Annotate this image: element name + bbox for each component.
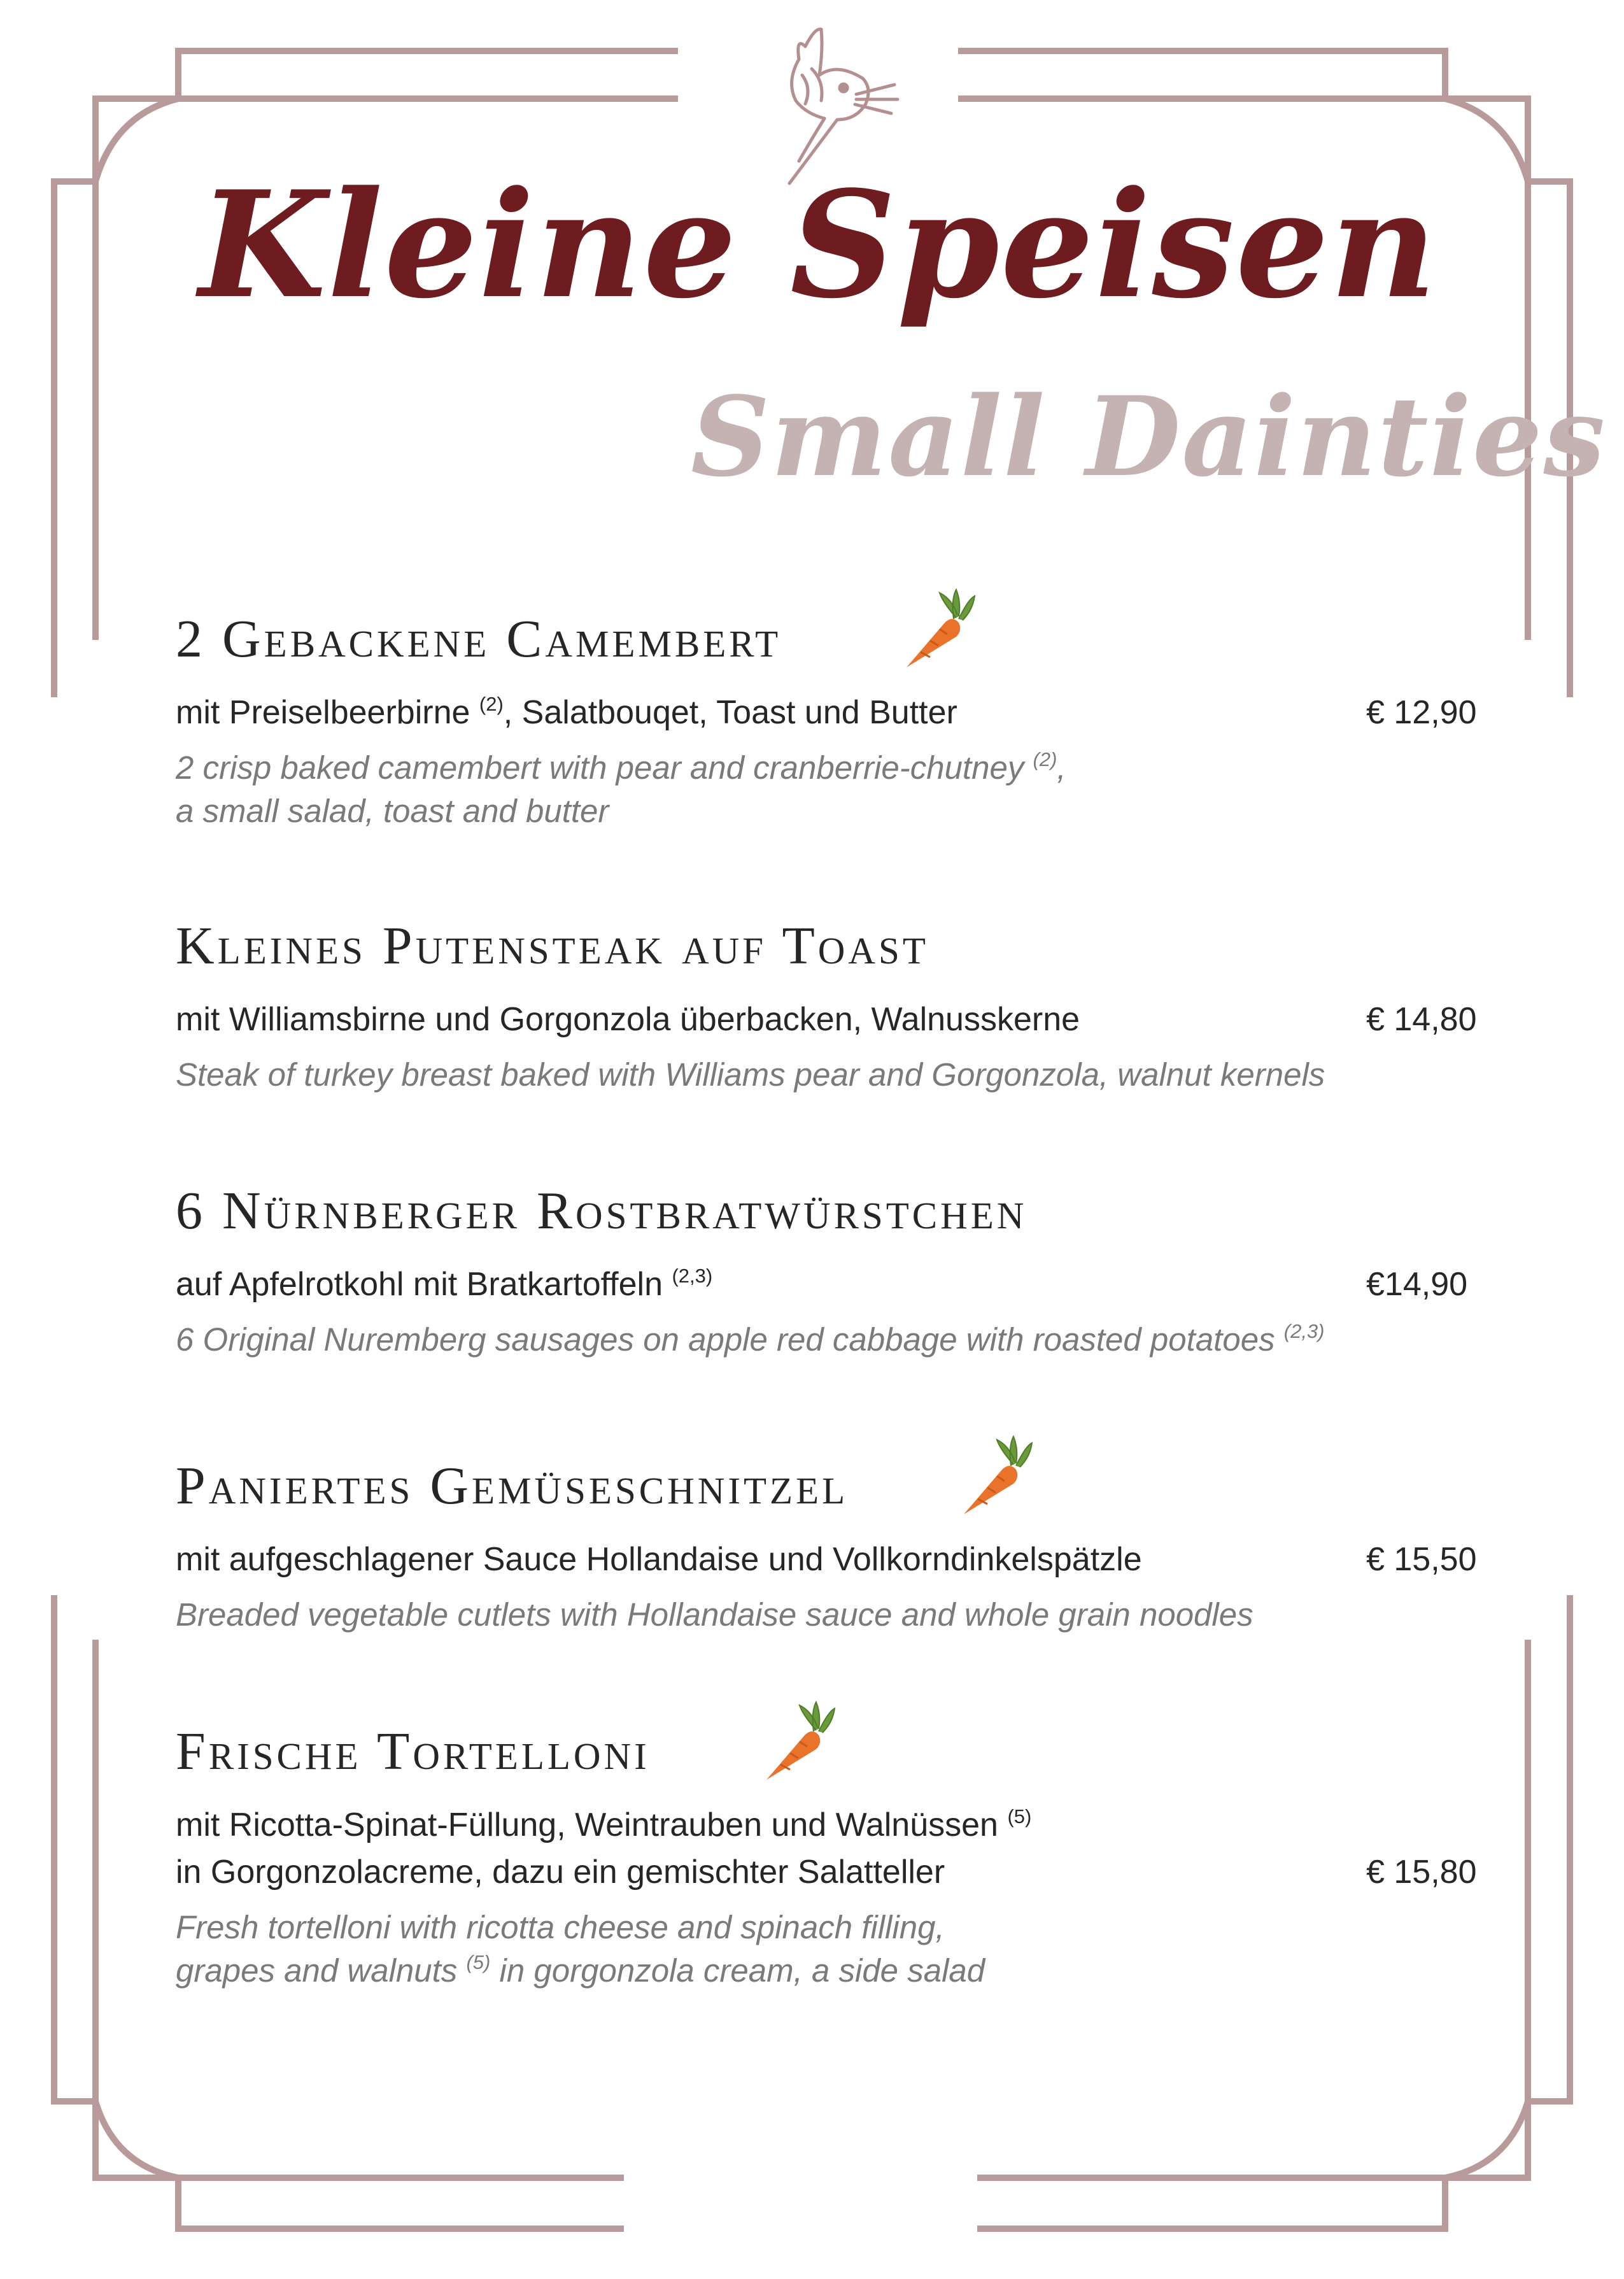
allergen-note: (2)	[1033, 748, 1057, 770]
menu-item-name: Paniertes Gemüseschnitzel	[176, 1456, 849, 1516]
menu-item	[176, 605, 1500, 833]
menu-item-description-en	[176, 1906, 1500, 1992]
carrot-icon	[755, 1696, 838, 1785]
description-line: mit aufgeschlagener Sauce Hollandaise und Vollkorndinkelspätzle	[176, 1541, 1142, 1578]
allergen-note: (2,3)	[672, 1265, 713, 1287]
menu-item-description-de	[176, 689, 1500, 736]
carrot-icon	[952, 1430, 1035, 1519]
menu-item-name: 6 Nürnberger Rostbratwürstchen	[176, 1181, 1027, 1240]
menu-item-price: € 14,80	[1366, 1001, 1477, 1038]
menu-item	[176, 1717, 1500, 1992]
description-line: mit Preiselbeerbirne $^{(2)}$, Salatbouqet, Toast und Butter	[176, 693, 957, 731]
translation-line: Breaded vegetable cutlets with Hollandaise sauce and whole grain noodles	[176, 1596, 1253, 1633]
page-title: Kleine Speisen	[199, 159, 1438, 331]
allergen-note: (2)	[479, 693, 504, 715]
menu-item-description-de	[176, 1536, 1500, 1583]
menu-item-name: 2 Gebackene Camembert	[176, 609, 782, 669]
menu-item	[176, 1177, 1500, 1361]
page-subtitle: Small Dainties	[691, 372, 1607, 501]
allergen-note: (5)	[466, 1951, 491, 1973]
menu-item-price: € 15,50	[1366, 1541, 1477, 1578]
allergen-note: (5)	[1007, 1805, 1032, 1828]
translation-line: Steak of turkey breast baked with Williams pear and Gorgonzola, walnut kernels	[176, 1056, 1325, 1093]
menu-item-description-de	[176, 1261, 1500, 1308]
menu-item-price: €14,90	[1366, 1266, 1468, 1303]
menu-item-price: € 15,80	[1366, 1854, 1477, 1891]
description-line: in Gorgonzolacreme, dazu ein gemischter Salatteller	[176, 1854, 945, 1891]
menu-item-description-en	[176, 1318, 1500, 1361]
allergen-note: (2,3)	[1283, 1320, 1325, 1342]
menu-item-name: Frische Tortelloni	[176, 1722, 650, 1781]
translation-line: Fresh tortelloni with ricotta cheese and spinach filling,	[176, 1909, 945, 1945]
translation-line: 6 Original Nuremberg sausages on apple red cabbage with roasted potatoes $^{(2,3)}$	[176, 1320, 1325, 1358]
translation-line: grapes and walnuts $^{(5)}$ in gorgonzola cream, a side salad	[176, 1951, 985, 1989]
menu-item-description-en	[176, 746, 1500, 833]
menu-item-name: Kleines Putensteak auf Toast	[176, 916, 929, 976]
carrot-icon	[895, 583, 978, 672]
menu-item-description-de	[176, 1801, 1500, 1896]
menu-item-description-en	[176, 1053, 1500, 1097]
menu-item	[176, 1452, 1500, 1636]
menu-item-description-en	[176, 1593, 1500, 1636]
description-line: auf Apfelrotkohl mit Bratkartoffeln $^{(2,3)}$	[176, 1265, 713, 1303]
translation-line: a small salad, toast and butter	[176, 793, 609, 829]
translation-line: 2 crisp baked camembert with pear and cranberrie-chutney $^{(2)}$,	[176, 748, 1066, 786]
menu-item-price: € 12,90	[1366, 694, 1477, 731]
description-line: mit Ricotta-Spinat-Füllung, Weintrauben und Walnüssen $^{(5)}$	[176, 1805, 1032, 1843]
description-line: mit Williamsbirne und Gorgonzola überbacken, Walnusskerne	[176, 1001, 1080, 1038]
menu-item-description-de	[176, 996, 1500, 1043]
menu-item	[176, 912, 1500, 1097]
